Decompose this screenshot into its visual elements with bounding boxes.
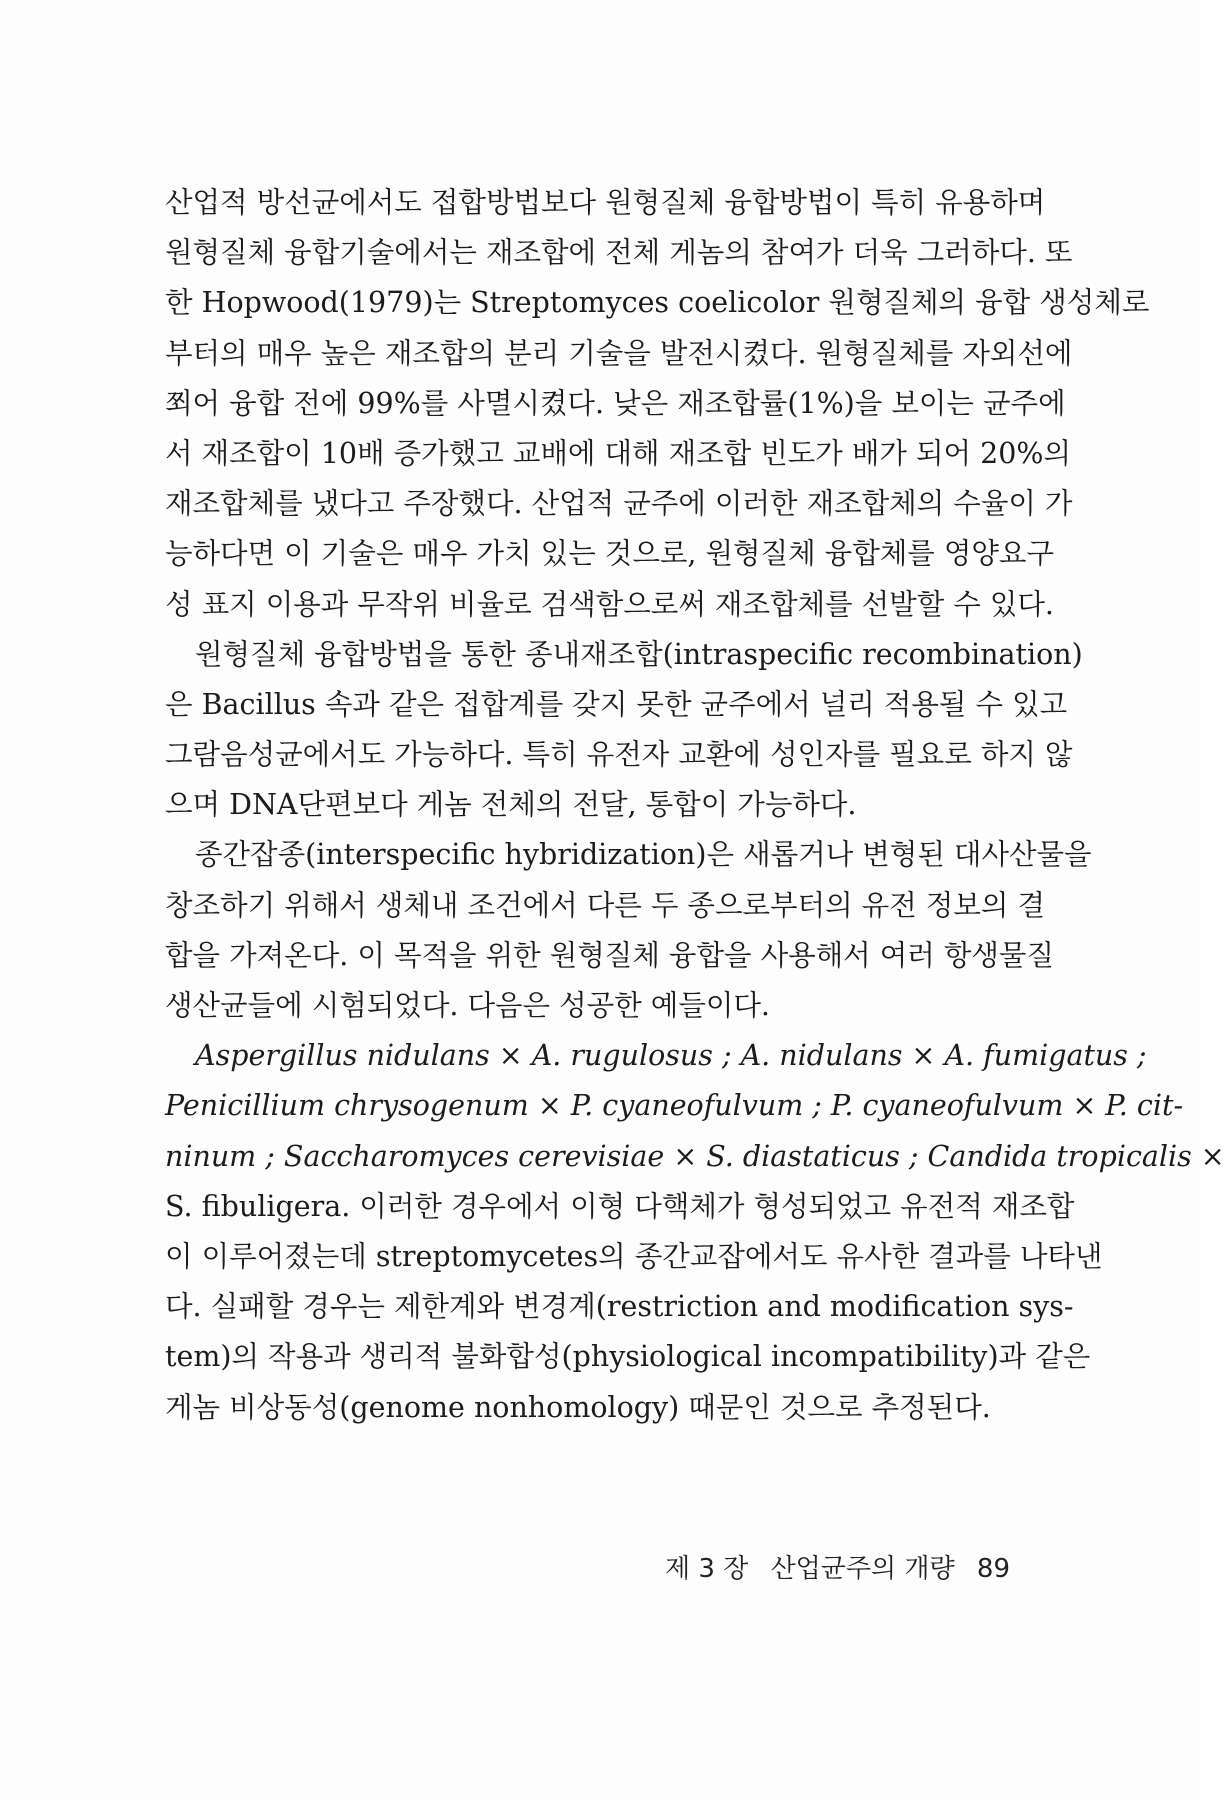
text-line: 성 표지 이용과 무작위 비율로 검색함으로써 재조합체를 선발할 수 있다. <box>165 587 1054 621</box>
text-line: 쬐어 융합 전에 99%를 사멸시켰다. 낮은 재조합률(1%)을 보이는 균주에 <box>165 386 1066 420</box>
species-list-line: ninum ; Saccharomyces cerevisiae × S. diastaticus ; Candida tropicalis × <box>165 1139 1225 1173</box>
body-text <box>165 178 1225 1433</box>
footer-title: 산업균주의 개량 <box>770 1554 955 1584</box>
footer-chapter: 제 3 장 <box>664 1554 749 1584</box>
text-line: 이 이루어졌는데 streptomycetes의 종간교잡에서도 유사한 결과를 나타낸 <box>165 1239 1103 1273</box>
text-line: 재조합체를 냈다고 주장했다. 산업적 균주에 이러한 재조합체의 수율이 가 <box>165 487 1073 521</box>
text-line: 창조하기 위해서 생체내 조건에서 다른 두 종으로부터의 유전 정보의 결 <box>165 888 1045 922</box>
paragraph-end-line: 게놈 비상동성(genome nonhomology) 때문인 것으로 추정된다. <box>165 1390 991 1424</box>
paragraph-start-line: 종간잡종(interspecific hybridization)은 새롭거나 변형된 대사산물을 <box>195 838 1092 872</box>
paragraph-start-line: 원형질체 융합방법을 통한 종내재조합(intraspecific recombination) <box>195 637 1083 671</box>
species-list-line: Penicillium chrysogenum × P. cyaneofulvum ; P. cyaneofulvum × P. cit- <box>165 1089 1184 1123</box>
text-line: 서 재조합이 10배 증가했고 교배에 대해 재조합 빈도가 배가 되어 20%의 <box>165 436 1072 470</box>
page-number: 89 <box>976 1554 1010 1584</box>
text-line: 한 Hopwood(1979)는 Streptomyces coelicolor 원형질체의 융합 생성체로 <box>165 286 1150 320</box>
text-line: 합을 가져온다. 이 목적을 위한 원형질체 융합을 사용해서 여러 항생물질 <box>165 938 1054 972</box>
text-line: 능하다면 이 기술은 매우 가치 있는 것으로, 원형질체 융합체를 영양요구 <box>165 537 1054 571</box>
text-line: tem)의 작용과 생리적 불화합성(physiological incompatibility)과 같은 <box>165 1340 1091 1374</box>
text-line: 그람음성균에서도 가능하다. 특히 유전자 교환에 성인자를 필요로 하지 않 <box>165 738 1073 772</box>
text-line: S. fibuligera. 이러한 경우에서 이형 다핵체가 형성되었고 유전적 재조합 <box>165 1189 1075 1223</box>
page-footer <box>651 1548 1010 1585</box>
text-line: 원형질체 융합기술에서는 재조합에 전체 게놈의 참여가 더욱 그러하다. 또 <box>165 236 1073 270</box>
species-list-line: Aspergillus nidulans × A. rugulosus ; A. nidulans × A. fumigatus ; <box>195 1039 1147 1073</box>
text-line: 은 Bacillus 속과 같은 접합계를 갖지 못한 균주에서 널리 적용될 수 있고 <box>165 687 1068 721</box>
paragraph-end-line: 생산균들에 시험되었다. 다음은 성공한 예들이다. <box>165 989 770 1022</box>
text-line: 다. 실패할 경우는 제한계와 변경계(restriction and modification sys- <box>165 1290 1074 1324</box>
text-line: 부터의 매우 높은 재조합의 분리 기술을 발전시켰다. 원형질체를 자외선에 <box>165 336 1073 370</box>
text-line: 산업적 방선균에서도 접합방법보다 원형질체 융합방법이 특히 유용하며 <box>165 186 1046 219</box>
paragraph-end-line: 으며 DNA단편보다 게놈 전체의 전달, 통합이 가능하다. <box>165 788 857 822</box>
